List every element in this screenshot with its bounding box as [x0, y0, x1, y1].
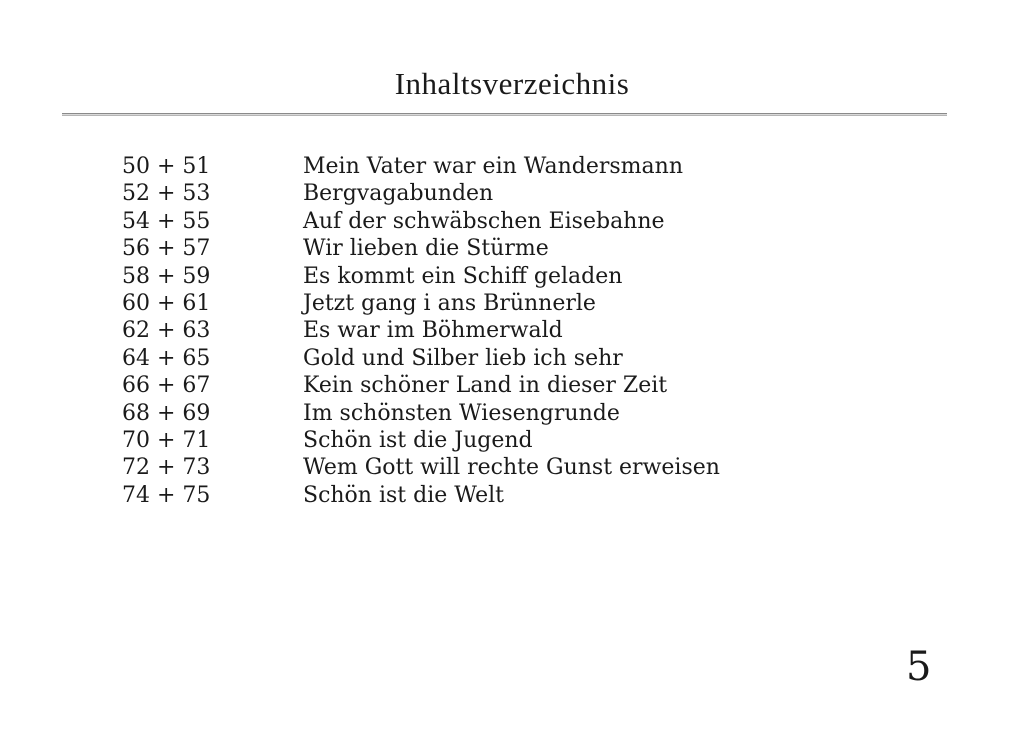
toc-entry	[122, 290, 720, 317]
toc-entry-pages: 58 + 59	[122, 263, 211, 289]
toc-entry	[122, 235, 720, 262]
toc-entry	[122, 345, 720, 372]
toc-entry	[122, 427, 720, 454]
toc-entry-pages: 68 + 69	[122, 400, 211, 426]
toc-entry-title: Wem Gott will rechte Gunst erweisen	[303, 455, 720, 481]
toc-entry-title: Im schönsten Wiesengrunde	[303, 400, 620, 426]
toc-entry-pages: 54 + 55	[122, 208, 211, 234]
toc-entry	[122, 372, 720, 399]
toc-entry-pages: 52 + 53	[122, 181, 211, 207]
toc-entry	[122, 400, 720, 427]
toc-entry-pages: 60 + 61	[122, 291, 211, 317]
toc-entry	[122, 263, 720, 290]
toc-entry	[122, 208, 720, 235]
toc-entry-pages: 64 + 65	[122, 345, 211, 371]
toc-entry-pages: 62 + 63	[122, 318, 211, 344]
toc-entry-title: Wir lieben die Stürme	[303, 236, 549, 262]
toc-entry-title: Es kommt ein Schiff geladen	[303, 263, 623, 289]
toc-entry-title: Schön ist die Jugend	[303, 428, 533, 454]
toc-entry	[122, 153, 720, 180]
page-number: 5	[906, 644, 932, 690]
toc-entry-pages: 74 + 75	[122, 482, 211, 508]
toc-entry-title: Schön ist die Welt	[303, 482, 504, 508]
toc-entry-pages: 50 + 51	[122, 154, 211, 179]
toc-entry-pages: 66 + 67	[122, 373, 211, 399]
toc-entry	[122, 180, 720, 207]
toc-entry-pages: 56 + 57	[122, 236, 211, 262]
toc-entry-title: Jetzt gang i ans Brünnerle	[303, 291, 596, 317]
table-of-contents	[122, 153, 720, 509]
toc-entry-pages: 72 + 73	[122, 455, 211, 481]
toc-entry-title: Gold und Silber lieb ich sehr	[303, 345, 623, 371]
toc-entry-title: Auf der schwäbschen Eisebahne	[303, 208, 665, 234]
toc-entry-pages: 70 + 71	[122, 428, 211, 454]
toc-entry-title: Kein schöner Land in dieser Zeit	[303, 373, 668, 399]
toc-entry	[122, 317, 720, 344]
toc-entry-title: Es war im Böhmerwald	[303, 318, 563, 344]
title-divider	[62, 113, 947, 116]
toc-entry	[122, 482, 720, 509]
toc-entry	[122, 454, 720, 481]
toc-entry-title: Bergvagabunden	[303, 181, 494, 207]
page-title: Inhaltsverzeichnis	[394, 66, 630, 101]
toc-entry-title: Mein Vater war ein Wandersmann	[303, 154, 683, 179]
